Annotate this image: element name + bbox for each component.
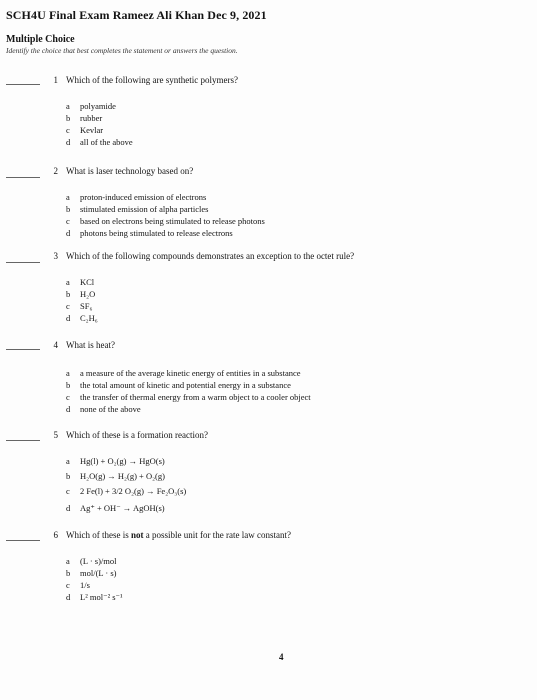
option-text: H₂O: [80, 289, 96, 299]
option-letter: c: [66, 580, 70, 590]
option-letter: b: [66, 113, 71, 123]
option-b: [66, 380, 291, 390]
option-text: none of the above: [80, 404, 141, 414]
question-text: Which of these is a formation reaction?: [66, 430, 208, 440]
option-d: [66, 313, 98, 323]
question-number: 2: [53, 166, 58, 176]
question-number: 6: [53, 530, 58, 540]
option-text: rubber: [80, 113, 103, 123]
option-letter: b: [66, 204, 71, 214]
option-letter: b: [66, 568, 71, 578]
option-text: the total amount of kinetic and potential energy in a substance: [80, 380, 291, 390]
option-d: [66, 503, 165, 514]
option-letter: d: [66, 404, 71, 414]
question-number: 5: [53, 430, 58, 440]
option-c: [66, 580, 90, 590]
option-c: [66, 392, 311, 402]
option-letter: c: [66, 301, 70, 311]
option-letter: b: [66, 380, 71, 390]
question-text-pre: Which of these is: [66, 530, 131, 540]
option-letter: d: [66, 313, 71, 323]
option-text: 1/s: [80, 580, 90, 590]
option-text: the transfer of thermal energy from a warm object to a cooler object: [80, 392, 311, 402]
option-text: proton-induced emission of electrons: [80, 192, 207, 202]
instructions: Identify the choice that best completes the statement or answers the question.: [6, 46, 238, 55]
option-b: [66, 289, 95, 299]
option-c: [66, 486, 186, 496]
option-c: [66, 301, 92, 311]
option-b: [66, 204, 208, 214]
answer-blank-2[interactable]: [6, 177, 40, 178]
option-text: mol/(L · s): [80, 568, 117, 578]
option-text: H₂O(g) → H₂(g) + O₂(g): [80, 471, 165, 481]
option-text: (L · s)/mol: [80, 556, 117, 566]
question-text: Which of the following are synthetic polymers?: [66, 75, 238, 85]
option-text: based on electrons being stimulated to release photons: [80, 216, 265, 226]
option-letter: c: [66, 486, 70, 496]
question-text-emphasis: not: [130, 530, 144, 540]
question-text: [66, 530, 291, 540]
option-text: Hg(l) + O₂(g) → HgO(s): [80, 456, 165, 466]
option-letter: b: [66, 471, 71, 481]
option-letter: d: [66, 503, 71, 513]
option-b: [66, 471, 165, 481]
option-letter: a: [66, 456, 70, 466]
option-text: all of the above: [80, 137, 133, 147]
question-number: 3: [53, 251, 58, 261]
option-letter: a: [66, 192, 70, 202]
question-number: 4: [53, 340, 58, 350]
answer-blank-3[interactable]: [6, 262, 40, 263]
option-c: [66, 125, 103, 135]
option-text: stimulated emission of alpha particles: [80, 204, 209, 214]
option-d: [66, 404, 141, 414]
section-title: Multiple Choice: [6, 34, 75, 45]
option-letter: a: [66, 277, 70, 287]
option-letter: d: [66, 228, 71, 238]
option-text: Kevlar: [80, 125, 104, 135]
question-text: What is laser technology based on?: [66, 166, 194, 176]
exam-header: SCH4U Final Exam Rameez Ali Khan Dec 9, 2021: [6, 8, 267, 22]
option-a: [66, 277, 94, 287]
option-text: SF₆: [80, 301, 93, 311]
option-a: [66, 456, 165, 466]
question-text: What is heat?: [66, 340, 115, 350]
option-text: photons being stimulated to release electrons: [80, 228, 233, 238]
option-c: [66, 216, 265, 226]
option-d: [66, 228, 233, 238]
option-letter: c: [66, 125, 70, 135]
answer-blank-4[interactable]: [6, 349, 40, 350]
answer-blank-5[interactable]: [6, 440, 40, 441]
question-number: 1: [53, 75, 58, 85]
option-text: Ag⁺ + OH⁻ → AgOH(s): [80, 503, 165, 513]
option-b: [66, 568, 117, 578]
question-text-post: a possible unit for the rate law constant?: [143, 530, 291, 540]
question-text: Which of the following compounds demonstrates an exception to the octet rule?: [66, 251, 355, 261]
option-a: [66, 101, 116, 111]
option-a: [66, 192, 206, 202]
page-number: 4: [279, 652, 284, 662]
option-letter: a: [66, 368, 70, 378]
option-letter: c: [66, 216, 70, 226]
option-a: [66, 556, 117, 566]
option-text: KCl: [80, 277, 95, 287]
option-a: [66, 368, 301, 378]
option-text: C₂H₆: [80, 313, 98, 323]
option-text: polyamide: [80, 101, 116, 111]
answer-blank-1[interactable]: [6, 84, 40, 85]
option-letter: a: [66, 556, 70, 566]
option-letter: c: [66, 392, 70, 402]
option-text: a measure of the average kinetic energy of entities in a substance: [80, 368, 301, 378]
answer-blank-6[interactable]: [6, 540, 40, 541]
option-letter: a: [66, 101, 70, 111]
option-d: [66, 137, 133, 147]
option-d: [66, 592, 123, 603]
option-letter: d: [66, 137, 71, 147]
option-b: [66, 113, 102, 123]
option-text: L² mol⁻² s⁻¹: [80, 592, 123, 602]
option-text: 2 Fe(l) + 3/2 O₂(g) → Fe₂O₃(s): [80, 486, 187, 496]
option-letter: d: [66, 592, 71, 602]
option-letter: b: [66, 289, 71, 299]
